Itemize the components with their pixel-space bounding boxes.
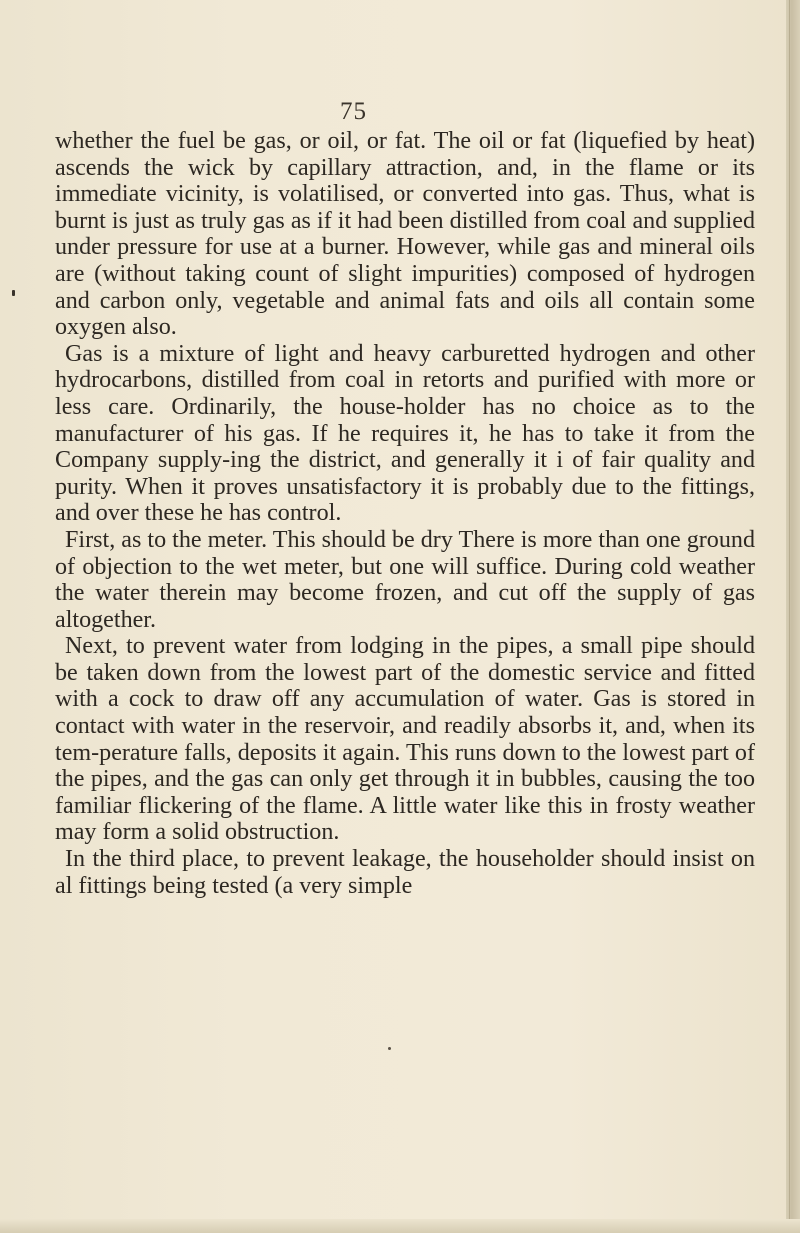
ink-speck [388,1047,391,1050]
paragraph-fuel-combustion: whether the fuel be gas, or oil, or fat. The oil or fat (liquefied by heat) ascends the wick by capillary attraction, and, in the flame or its immediate vicinity, is volatilised, or converted into gas. Thus, what is burnt is just as truly gas as if it had been distilled from coal and supplied under pressure for use at a burner. However, while gas and mineral oils are (without taking count of slight impurities) composed of hydrogen and carbon only, vegetable and animal fats and oils all contain some oxygen also. [55,128,755,341]
paragraph-leakage: In the third place, to prevent leakage, the householder should insist on al fittings being tested (a very simple [55,846,755,899]
body-text [55,128,755,899]
paragraph-gas-mixture: Gas is a mixture of light and heavy carburetted hydrogen and other hydrocarbons, distilled from coal in retorts and purified with more or less care. Ordinarily, the house-holder has no choice as to the manufacturer of his gas. If he requires it, he has to take it from the Company supply-ing the district, and generally it i of fair quality and purity. When it proves unsatisfactory it is probably due to the fittings, and over these he has control. [55,340,755,527]
page-edge-line [789,0,790,1233]
margin-mark [12,290,15,296]
paragraph-water-in-pipes: Next, to prevent water from lodging in the pipes, a small pipe should be taken down from the lowest part of the domestic service and fitted with a cock to draw off any accumulation of water. Gas is stored in contact with water in the reservoir, and readily absorbs it, and, when its tem-perature falls, deposits it again. This runs down to the lowest part of the pipes, and the gas can only get through it in bubbles, causing the too familiar flickering of the flame. A little water like this in frosty weather may form a solid obstruction. [55,633,755,846]
page-number: 75 [340,98,367,125]
paragraph-meter: First, as to the meter. This should be dry There is more than one ground of objection to the wet meter, but one will suffice. During cold weather the water therein may become frozen, and cut off the supply of gas altogether. [55,526,755,633]
page-bottom-edge [0,1219,800,1233]
